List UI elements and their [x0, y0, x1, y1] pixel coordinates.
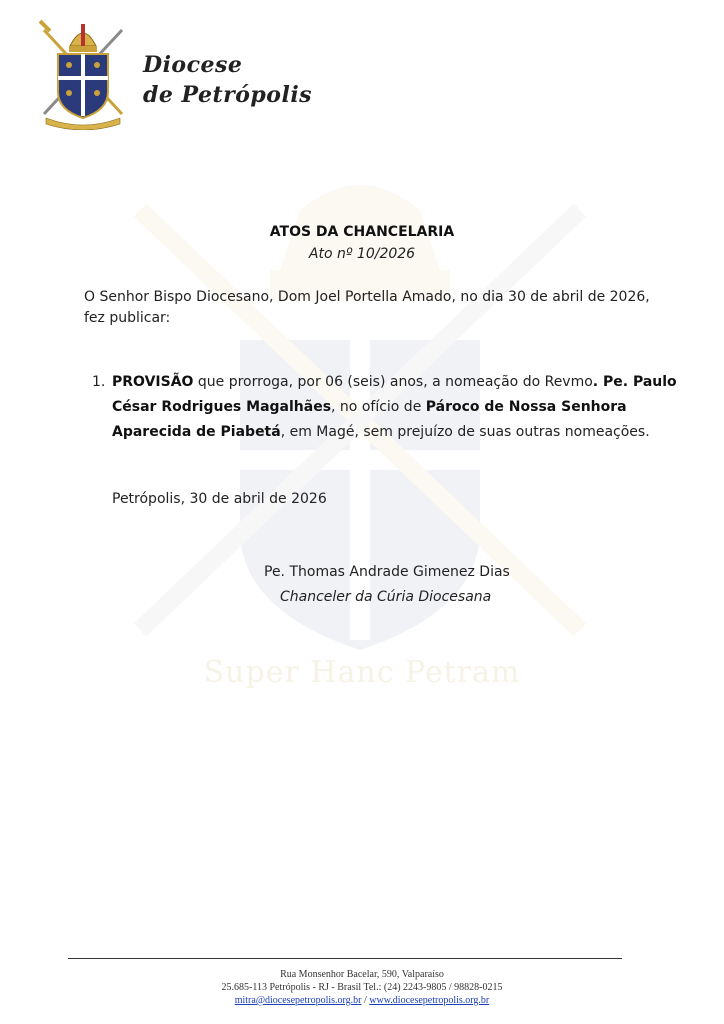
signer-name: Pe. Thomas Andrade Gimenez Dias: [264, 564, 510, 580]
signer-role: Chanceler da Cúria Diocesana: [280, 589, 492, 605]
footer-separator: /: [361, 995, 370, 1006]
letterhead: [36, 18, 312, 130]
list-item: [92, 370, 682, 445]
watermark-motto: Super Hanc Petram: [203, 655, 521, 690]
priest-name: . Pe. Paulo César Rodrigues Magalhães: [112, 374, 677, 415]
footer-address-line1: Rua Monsenhor Bacelar, 590, Valparaíso: [280, 969, 444, 980]
office-name: Pároco de Nossa Senhora Aparecida de Piabetá: [112, 399, 627, 440]
diocese-name: [143, 50, 312, 110]
email-link[interactable]: mitra@diocesepetropolis.org.br: [234, 995, 362, 1006]
act-number: Ato nº 10/2026: [308, 246, 416, 262]
list-item-number: 1.: [92, 374, 106, 390]
diocese-name-line2: de Petrópolis: [143, 82, 313, 108]
footer-divider: [68, 958, 622, 959]
footer-contact-line: [0, 994, 724, 1007]
website-link[interactable]: www.diocesepetropolis.org.br: [369, 995, 490, 1006]
footer: [0, 968, 724, 1007]
provision-label: PROVISÃO: [112, 374, 194, 390]
footer-address-line2: 25.685-113 Petrópolis - RJ - Brasil Tel.: (24) 2243-9805 / 98828-0215: [221, 982, 503, 993]
list-item-text: PROVISÃO que prorroga, por 06 (seis) anos, a nomeação do Revmo. Pe. Paulo César Rodrigues Magalhães, no ofício de Pároco de Nossa Senhora Aparecida de Piabetá, em Magé, sem prejuízo de suas outras nomeações.: [112, 374, 677, 440]
document-title: ATOS DA CHANCELARIA: [269, 224, 455, 240]
coat-of-arms-logo: [36, 18, 131, 130]
place-date: Petrópolis, 30 de abril de 2026: [112, 491, 327, 507]
diocese-name-line1: Diocese: [143, 52, 243, 78]
intro-paragraph: O Senhor Bispo Diocesano, Dom Joel Portella Amado, no dia 30 de abril de 2026, fez publicar:: [84, 289, 650, 326]
